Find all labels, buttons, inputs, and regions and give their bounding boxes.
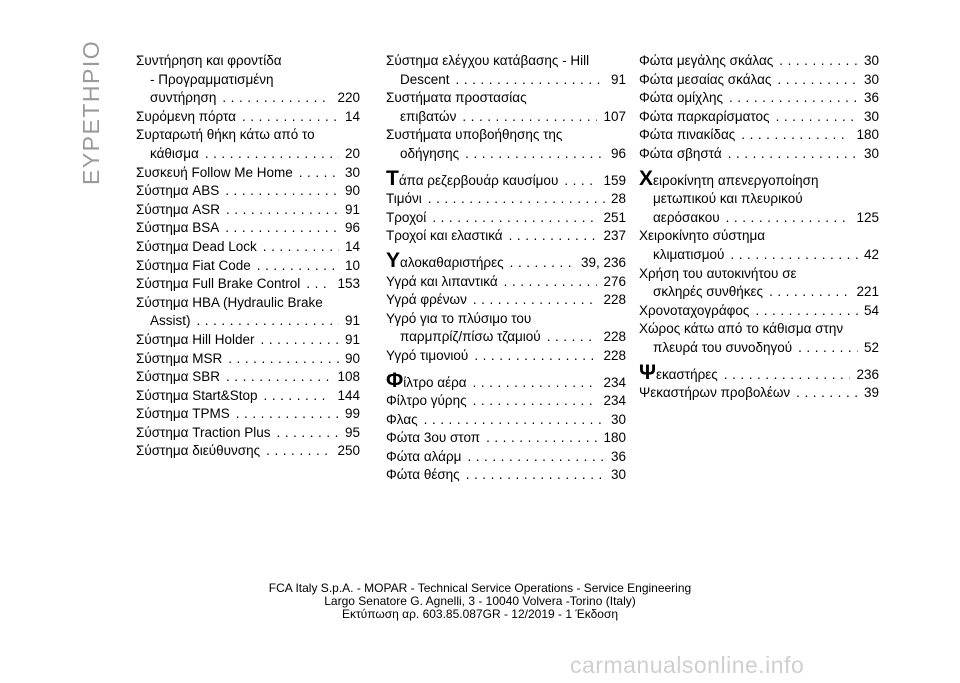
entry-text: Σύστημα MSR — [136, 350, 223, 366]
page-number: 10 — [344, 257, 360, 273]
entry-text: Τιμόνι — [386, 191, 422, 207]
index-entry — [136, 387, 360, 406]
index-entry — [136, 52, 360, 108]
entry-text: Descent — [400, 71, 450, 87]
index-entry — [639, 71, 879, 90]
entry-text: αλοκαθαριστήρες — [400, 254, 504, 270]
entry-text: Σύστημα Dead Lock — [136, 238, 257, 254]
index-entry — [136, 182, 360, 201]
index-entry — [136, 219, 360, 238]
entry-text: συντήρηση — [150, 90, 217, 106]
entry-text: Σύστημα BSA — [136, 220, 220, 236]
footer-line-address: Largo Senatore G. Agnelli, 3 - 10040 Volvera -Torino (Italy) — [324, 594, 636, 608]
entry-text: Υγρό τιμονιού — [386, 347, 469, 363]
page-number: 14 — [344, 108, 360, 124]
section-letter: Ψ — [639, 360, 656, 384]
page-number: 228 — [603, 292, 626, 308]
page-number: 180 — [603, 430, 626, 446]
entry-text: αερόσακου — [653, 209, 720, 225]
entry-text: Συστήματα προστασίας — [386, 90, 527, 106]
page-number: 250 — [337, 443, 360, 459]
entry-text: Σύστημα HBA (Hydraulic Brake — [136, 294, 323, 310]
entry-text: Assist) — [150, 313, 191, 329]
index-column-2 — [386, 52, 626, 485]
index-entry — [639, 89, 879, 108]
index-entry — [136, 405, 360, 424]
page-number: 276 — [603, 273, 626, 289]
index-entry — [386, 89, 626, 126]
entry-text: Συντήρηση και φροντίδα — [136, 53, 282, 68]
page-number: 234 — [603, 374, 626, 390]
index-entry — [639, 145, 879, 164]
entry-text: Φώτα σβηστά — [639, 145, 722, 161]
entry-text: Υγρά και λιπαντικά — [386, 273, 498, 289]
index-entry — [386, 126, 626, 163]
index-entry — [386, 310, 626, 347]
page-number: 90 — [344, 183, 360, 199]
page-number: 39, 236 — [580, 254, 626, 270]
entry-text: Φίλτρο γύρης — [386, 393, 467, 409]
entry-text: Χώρος κάτω από το κάθισμα στην — [639, 321, 844, 337]
page-number: 108 — [337, 369, 360, 385]
entry-text: πλευρά του συνοδηγού — [653, 339, 793, 355]
index-entry — [386, 429, 626, 448]
index-entry — [386, 448, 626, 467]
index-entry — [136, 164, 360, 183]
entry-text: Σύστημα ASR — [136, 201, 220, 217]
entry-text: Σύστημα διεύθυνσης — [136, 443, 261, 459]
page-number: 228 — [603, 329, 626, 345]
page-number: 36 — [610, 448, 626, 464]
entry-text: Σύστημα TPMS — [136, 406, 230, 422]
page-number: 96 — [344, 220, 360, 236]
section-letter: Χ — [639, 166, 654, 190]
entry-text: εκαστήρες — [656, 366, 718, 382]
entry-text: Σύστημα Traction Plus — [136, 424, 271, 440]
entry-text: παρμπρίζ/πίσω τζαμιού — [400, 329, 541, 345]
index-entry — [136, 201, 360, 220]
footer-line-company: FCA Italy S.p.A. - MOPAR - Technical Service Operations - Service Engineering — [268, 581, 692, 595]
index-entry — [386, 273, 626, 292]
entry-text: Φώτα μεσαίας σκάλας — [639, 71, 772, 87]
entry-text: κλιματισμού — [653, 246, 725, 262]
entry-text: Συρόμενη πόρτα — [136, 108, 236, 124]
page-number: 95 — [344, 424, 360, 440]
entry-text: Συρταρωτή θήκη κάτω από το — [136, 127, 315, 143]
page-number: 251 — [603, 209, 626, 225]
index-entry — [136, 126, 360, 163]
page-number: 30 — [863, 108, 879, 124]
page-number: 91 — [344, 201, 360, 217]
index-entry — [136, 350, 360, 369]
entry-text: Σύστημα SBR — [136, 369, 220, 385]
index-entry — [136, 238, 360, 257]
index-entry — [639, 302, 879, 321]
page-number: 180 — [856, 127, 879, 143]
page-number: 30 — [863, 53, 879, 68]
page-number: 30 — [863, 71, 879, 87]
index-column-1 — [136, 52, 360, 461]
page-number: 14 — [344, 238, 360, 254]
index-entry — [386, 411, 626, 430]
index-entry — [386, 368, 626, 393]
index-entry — [639, 227, 879, 264]
page-number: 234 — [603, 393, 626, 409]
entry-text: Φώτα παρκαρίσματος — [639, 108, 770, 124]
index-entry — [136, 108, 360, 127]
section-tab — [78, 39, 108, 185]
index-entry — [136, 275, 360, 294]
index-entry — [639, 384, 879, 403]
index-entry — [136, 257, 360, 276]
page-number: 237 — [603, 228, 626, 244]
index-entry — [639, 52, 879, 71]
index-entry — [639, 265, 879, 302]
index-entry — [386, 466, 626, 485]
entry-text: Σύστημα ABS — [136, 183, 220, 199]
page-number: 39 — [863, 385, 879, 401]
section-letter: Υ — [386, 248, 401, 272]
page-number: 99 — [344, 406, 360, 422]
entry-text: Σύστημα Full Brake Control — [136, 276, 301, 292]
index-entry — [136, 331, 360, 350]
publisher-footer — [0, 582, 960, 621]
page-number: 28 — [610, 191, 626, 207]
entry-text: Χειροκίνητο σύστημα — [639, 228, 766, 244]
page-number: 91 — [610, 71, 626, 87]
section-letter: Φ — [386, 368, 404, 392]
entry-text: Σύστημα Hill Holder — [136, 331, 255, 347]
index-entry — [386, 227, 626, 246]
entry-text: Συσκευή Follow Me Home — [136, 164, 293, 180]
page-number: 30 — [344, 164, 360, 180]
page-number: 144 — [337, 387, 360, 403]
index-entry — [136, 442, 360, 461]
entry-text: Φώτα θέσης — [386, 467, 460, 483]
page-number: 36 — [863, 90, 879, 106]
entry-text: άπα ρεζερβουάρ καυσίμου — [398, 172, 559, 188]
entry-text: - Προγραμματισμένη — [150, 71, 274, 87]
entry-text: μετωπικού και πλευρικού — [653, 191, 803, 207]
section-tab-label: ΕΥΡΕΤΗΡΙΟ — [78, 39, 104, 185]
index-entry — [639, 126, 879, 145]
index-entry — [386, 392, 626, 411]
watermark: carmanualsonline.info — [570, 652, 805, 678]
entry-text: Συστήματα υποβοήθησης της — [386, 127, 563, 143]
footer-line-print-number: Εκτύπωση αρ. 603.85.087GR - 12/2019 - 1 Έκδοση — [341, 607, 619, 621]
entry-text: κάθισμα — [150, 145, 199, 161]
entry-text: Φώτα αλάρμ — [386, 448, 462, 464]
index-column-3 — [639, 52, 879, 403]
index-entry — [136, 368, 360, 387]
index-entry — [386, 209, 626, 228]
index-entry — [639, 320, 879, 357]
index-entry — [386, 166, 626, 191]
entry-text: Υγρό για το πλύσιμο του — [386, 310, 532, 326]
section-letter: Τ — [386, 166, 399, 190]
entry-text: Χρήση του αυτοκινήτου σε — [639, 265, 797, 281]
index-entry — [136, 424, 360, 443]
entry-text: σκληρές συνθήκες — [653, 284, 764, 300]
entry-text: Φώτα μεγάλης σκάλας — [639, 53, 774, 68]
entry-text: επιβατών — [400, 108, 457, 124]
page-number: 30 — [610, 411, 626, 427]
entry-text: Χρονοταχογράφος — [639, 302, 750, 318]
entry-text: Σύστημα Start&Stop — [136, 387, 258, 403]
entry-text: Φώτα πινακίδας — [639, 127, 736, 143]
index-entry — [639, 166, 879, 228]
page-number: 54 — [863, 302, 879, 318]
index-entry — [639, 108, 879, 127]
index-entry — [639, 360, 879, 385]
index-entry — [386, 52, 626, 89]
entry-text: Φώτα 3ου στοπ — [386, 430, 481, 446]
page-number: 220 — [337, 90, 360, 106]
entry-text: οδήγησης — [400, 145, 460, 161]
entry-text: Τροχοί και ελαστικά — [386, 228, 503, 244]
page-number: 30 — [863, 145, 879, 161]
entry-text: Σύστημα Fiat Code — [136, 257, 251, 273]
index-entry — [386, 248, 626, 273]
entry-text: Σύστημα ελέγχου κατάβασης - Hill — [386, 53, 590, 68]
page-number: 90 — [344, 350, 360, 366]
index-entry — [136, 294, 360, 331]
page-number: 153 — [337, 276, 360, 292]
page-number: 91 — [344, 313, 360, 329]
index-entry — [386, 347, 626, 366]
page-number: 228 — [603, 347, 626, 363]
entry-text: Τροχοί — [386, 209, 427, 225]
entry-text: ειροκίνητη απενεργοποίηση — [653, 172, 819, 188]
page-number: 30 — [610, 467, 626, 483]
entry-text: Φώτα ομίχλης — [639, 90, 723, 106]
page-number: 107 — [603, 108, 626, 124]
entry-text: ίλτρο αέρα — [403, 374, 467, 390]
page-number: 96 — [610, 145, 626, 161]
entry-text: Φλας — [386, 411, 418, 427]
page-number: 42 — [863, 246, 879, 262]
page-number: 125 — [856, 209, 879, 225]
index-entry — [386, 291, 626, 310]
index-entry — [386, 190, 626, 209]
page-number: 236 — [856, 366, 879, 382]
page-number: 159 — [603, 172, 626, 188]
entry-text: Υγρά φρένων — [386, 292, 467, 308]
entry-text: Ψεκαστήρων προβολέων — [639, 385, 791, 401]
page-number: 20 — [344, 145, 360, 161]
page-number: 221 — [856, 284, 879, 300]
page-number: 91 — [344, 331, 360, 347]
page-number: 52 — [863, 339, 879, 355]
